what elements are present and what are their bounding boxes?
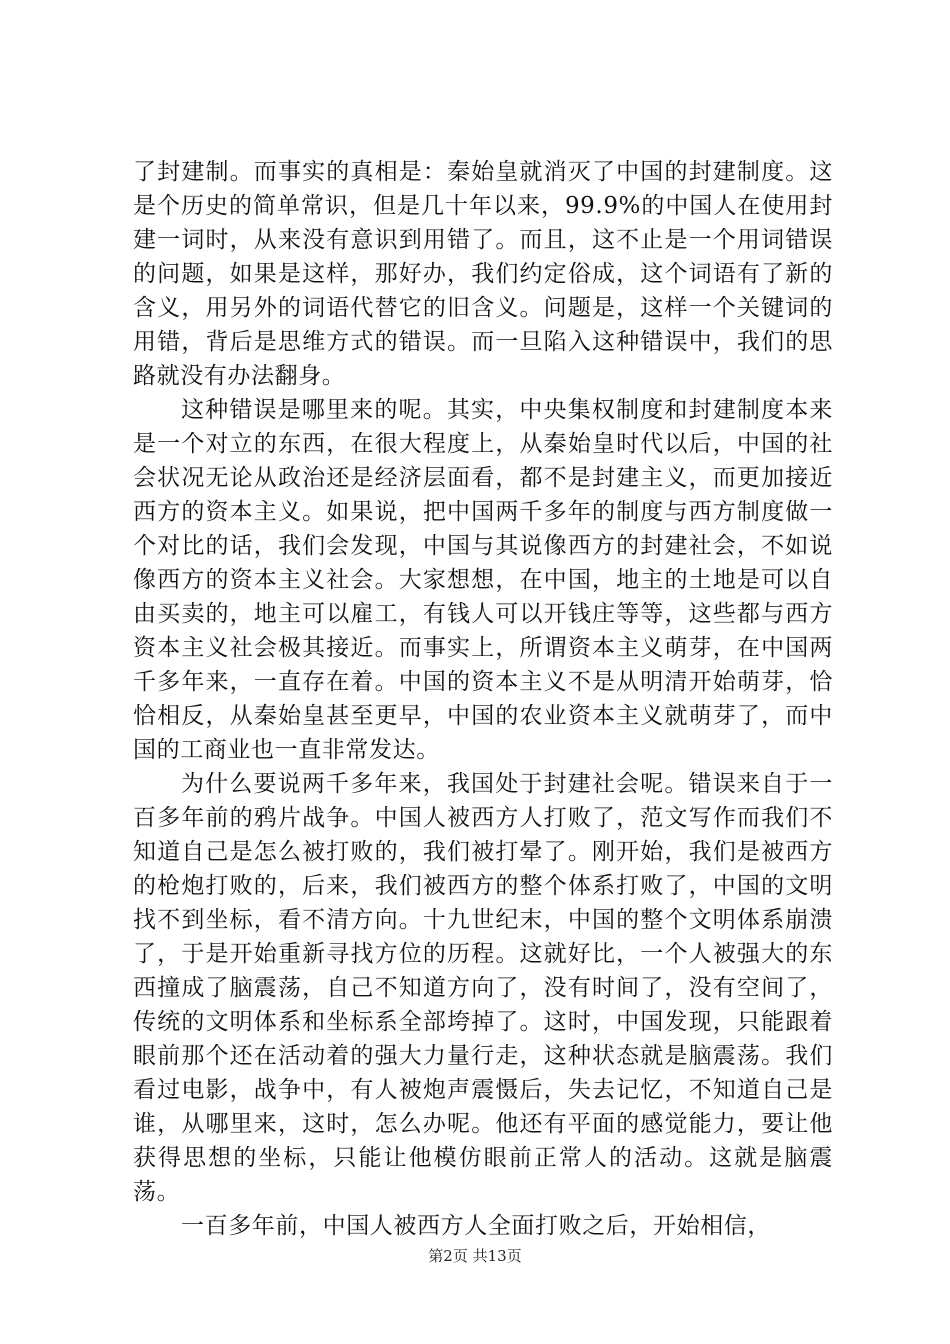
paragraph-1: 了封建制。而事实的真相是：秦始皇就消灭了中国的封建制度。这是个历史的简单常识，但是几十年以来，99.9%的中国人在使用封建一词时，从来没有意识到用错了。而且，这不止是一个用词错误的问题，如果是这样，那好办，我们约定俗成，这个词语有了新的含义，用另外的词语代替它的旧含义。问题是，这样一个关键词的用错，背后是思维方式的错误。而一旦陷入这种错误中，我们的思路就没有办法翻身。	[133, 159, 833, 389]
paragraph-3: 为什么要说两千多年来，我国处于封建社会呢。错误来自于一百多年前的鸦片战争。中国人被西方人打败了，范文写作而我们不知道自己是怎么被打败的，我们被打晕了。刚开始，我们是被西方的枪炮打败的，后来，我们被西方的整个体系打败了，中国的文明找不到坐标，看不清方向。十九世纪末，中国的整个文明体系崩溃了，于是开始重新寻找方位的历程。这就好比，一个人被强大的东西撞成了脑震荡，自己不知道方向了，没有时间了，没有空间了，传统的文明体系和坐标系全部垮掉了。这时，中国发现，只能跟着眼前那个还在活动着的强大力量行走，这种状态就是脑震荡。我们看过电影，战争中，有人被炮声震慑后，失去记忆，不知道自己是谁，从哪里来，这时，怎么办呢。他还有平面的感觉能力，要让他获得思想的坐标，只能让他模仿眼前正常人的活动。这就是脑震荡。	[133, 771, 833, 1205]
paragraph-2: 这种错误是哪里来的呢。其实，中央集权制度和封建制度本来是一个对立的东西，在很大程度上，从秦始皇时代以后，中国的社会状况无论从政治还是经济层面看，都不是封建主义，而更加接近西方的资本主义。如果说，把中国两千多年的制度与西方制度做一个对比的话，我们会发现，中国与其说像西方的封建社会，不如说像西方的资本主义社会。大家想想，在中国，地主的土地是可以自由买卖的，地主可以雇工，有钱人可以开钱庄等等，这些都与西方资本主义社会极其接近。而事实上，所谓资本主义萌芽，在中国两千多年来，一直存在着。中国的资本主义不是从明清开始萌芽，恰恰相反，从秦始皇甚至更早，中国的农业资本主义就萌芽了，而中国的工商业也一直非常发达。	[133, 397, 833, 763]
page-number-footer: 第2页 共13页	[428, 1247, 522, 1265]
document-body	[133, 155, 833, 1243]
paragraph-4: 一百多年前，中国人被西方人全面打败之后，开始相信，	[181, 1213, 771, 1239]
